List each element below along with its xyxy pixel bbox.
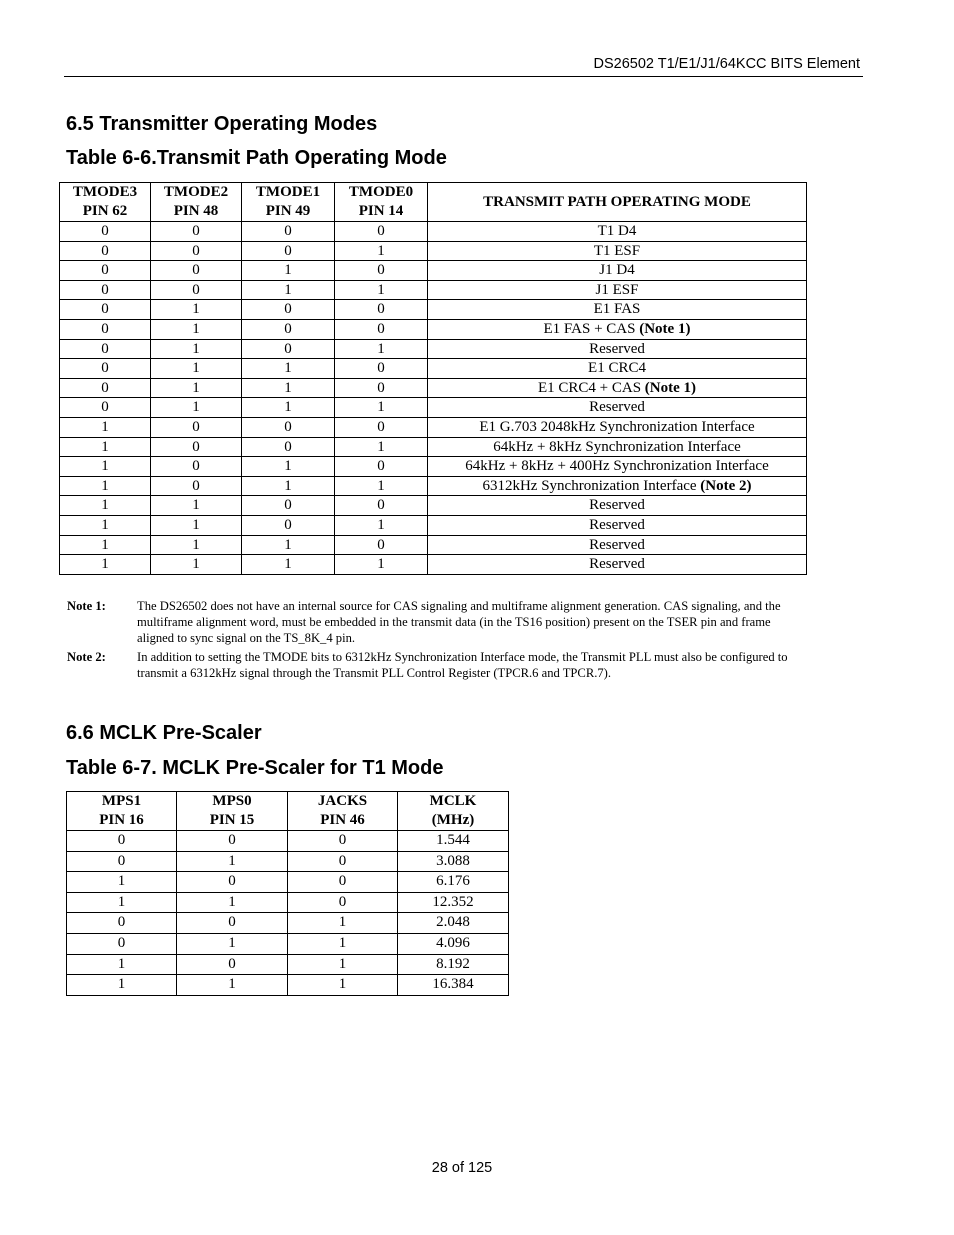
table-row (60, 339, 807, 359)
bit-cell: 1 (242, 535, 335, 555)
bit-cell: 1 (177, 892, 288, 913)
bit-cell: 0 (151, 437, 242, 457)
bit-cell: 0 (151, 417, 242, 437)
column-header-mps0: MPS0 PIN 15 (177, 792, 288, 831)
bit-cell: 0 (242, 300, 335, 320)
mclk-value-cell: 8.192 (398, 954, 509, 975)
bit-cell: 1 (335, 437, 428, 457)
mclk-value-cell: 16.384 (398, 975, 509, 996)
bit-cell: 1 (242, 555, 335, 575)
bit-cell: 0 (335, 300, 428, 320)
mode-cell (428, 437, 807, 457)
bit-cell: 1 (335, 555, 428, 575)
bit-cell: 1 (60, 457, 151, 477)
bit-cell: 0 (242, 417, 335, 437)
bit-cell: 1 (67, 872, 177, 893)
mode-text: J1 ESF (595, 281, 639, 298)
column-header-mclk: MCLK (MHz) (398, 792, 509, 831)
mode-text: Reserved (589, 340, 645, 357)
mclk-value-cell: 12.352 (398, 892, 509, 913)
mode-cell (428, 300, 807, 320)
bit-cell: 0 (335, 261, 428, 281)
table-row (67, 913, 509, 934)
bit-cell: 1 (151, 378, 242, 398)
table-row (67, 831, 509, 852)
bit-cell: 1 (67, 954, 177, 975)
note-reference: (Note 1) (639, 321, 691, 338)
bit-cell: 1 (242, 457, 335, 477)
bit-cell: 0 (242, 515, 335, 535)
mode-cell (428, 398, 807, 418)
bit-cell: 0 (335, 222, 428, 242)
bit-cell: 1 (151, 359, 242, 379)
column-header-tmode1: TMODE1 PIN 49 (242, 183, 335, 222)
table-row (60, 496, 807, 516)
bit-cell: 1 (177, 975, 288, 996)
mode-text: Reserved (589, 536, 645, 553)
mode-text: Reserved (589, 556, 645, 573)
mode-text: Reserved (589, 516, 645, 533)
bit-cell: 0 (60, 378, 151, 398)
column-header-mps1: MPS1 PIN 16 (67, 792, 177, 831)
note-2 (67, 649, 797, 681)
mode-cell (428, 378, 807, 398)
mode-text: E1 FAS (593, 301, 641, 318)
note-label: Note 1: (67, 599, 106, 613)
bit-cell: 0 (151, 241, 242, 261)
bit-cell: 1 (67, 975, 177, 996)
bit-cell: 1 (242, 378, 335, 398)
table-notes (67, 598, 797, 684)
bit-cell: 0 (151, 457, 242, 477)
bit-cell: 1 (151, 555, 242, 575)
column-header-tmode3: TMODE3 PIN 62 (60, 183, 151, 222)
bit-cell: 1 (335, 241, 428, 261)
page-number: 28 of 125 (431, 1160, 493, 1176)
mode-cell (428, 457, 807, 477)
bit-cell: 1 (151, 339, 242, 359)
bit-cell: 1 (242, 398, 335, 418)
bit-cell: 0 (177, 954, 288, 975)
table-header-row (67, 792, 509, 831)
bit-cell: 0 (151, 476, 242, 496)
column-header-jacks: JACKS PIN 46 (288, 792, 398, 831)
mode-text: J1 D4 (599, 262, 635, 279)
mode-cell (428, 261, 807, 281)
table-row (60, 222, 807, 242)
table-row (60, 378, 807, 398)
bit-cell: 1 (60, 417, 151, 437)
bit-cell: 0 (151, 222, 242, 242)
bit-cell: 0 (335, 417, 428, 437)
bit-cell: 0 (60, 319, 151, 339)
mode-cell (428, 555, 807, 575)
header-divider (64, 76, 863, 77)
bit-cell: 0 (335, 359, 428, 379)
bit-cell: 1 (242, 476, 335, 496)
bit-cell: 1 (335, 515, 428, 535)
section-heading-6-6: 6.6 MCLK Pre-Scaler (66, 722, 262, 744)
table-row (60, 319, 807, 339)
bit-cell: 1 (177, 851, 288, 872)
table-row (60, 261, 807, 281)
mode-text: Reserved (589, 497, 645, 514)
bit-cell: 0 (60, 359, 151, 379)
mode-cell (428, 339, 807, 359)
bit-cell: 1 (335, 398, 428, 418)
table-row (60, 555, 807, 575)
bit-cell: 1 (151, 535, 242, 555)
table-row (60, 535, 807, 555)
mclk-value-cell: 3.088 (398, 851, 509, 872)
table-row (67, 933, 509, 954)
column-header-tmode2: TMODE2 PIN 48 (151, 183, 242, 222)
bit-cell: 1 (67, 892, 177, 913)
mode-cell (428, 359, 807, 379)
mode-cell (428, 476, 807, 496)
bit-cell: 0 (242, 496, 335, 516)
table-row (67, 872, 509, 893)
bit-cell: 1 (288, 913, 398, 934)
bit-cell: 1 (151, 300, 242, 320)
table-row (60, 359, 807, 379)
bit-cell: 1 (335, 476, 428, 496)
table-row (60, 515, 807, 535)
mode-text: 64kHz + 8kHz + 400Hz Synchronization Interface (465, 458, 769, 475)
table-row (60, 398, 807, 418)
bit-cell: 0 (242, 437, 335, 457)
bit-cell: 1 (60, 476, 151, 496)
mode-cell (428, 222, 807, 242)
bit-cell: 0 (151, 261, 242, 281)
bit-cell: 0 (60, 241, 151, 261)
bit-cell: 1 (60, 555, 151, 575)
bit-cell: 1 (288, 933, 398, 954)
mode-text: E1 CRC4 (588, 360, 646, 377)
bit-cell: 0 (67, 913, 177, 934)
table-row (60, 476, 807, 496)
bit-cell: 0 (67, 831, 177, 852)
note-reference: (Note 2) (700, 477, 752, 494)
note-label: Note 2: (67, 650, 106, 664)
bit-cell: 1 (242, 359, 335, 379)
note-1 (67, 598, 797, 646)
table-row (67, 851, 509, 872)
bit-cell: 0 (335, 319, 428, 339)
transmit-path-operating-mode-table (59, 182, 807, 575)
table-header-row (60, 183, 807, 222)
bit-cell: 0 (67, 933, 177, 954)
bit-cell: 1 (242, 261, 335, 281)
bit-cell: 0 (335, 535, 428, 555)
bit-cell: 1 (242, 280, 335, 300)
bit-cell: 0 (335, 457, 428, 477)
mode-cell (428, 241, 807, 261)
bit-cell: 0 (177, 831, 288, 852)
bit-cell: 0 (177, 872, 288, 893)
bit-cell: 0 (288, 892, 398, 913)
bit-cell: 0 (288, 831, 398, 852)
bit-cell: 1 (288, 954, 398, 975)
bit-cell: 0 (60, 261, 151, 281)
bit-cell: 1 (60, 515, 151, 535)
bit-cell: 1 (60, 496, 151, 516)
mode-text: 64kHz + 8kHz Synchronization Interface (493, 438, 741, 455)
mode-text: E1 FAS + CAS (543, 321, 640, 338)
table-row (67, 975, 509, 996)
note-text: The DS26502 does not have an internal source for CAS signaling and multiframe alignment generation. CAS signaling, and the multiframe alignment word, must be embedded in the transmit data (in the TS16 position) present on the TSER pin and frame aligned to sync signal on the TS_8K_4 pin. (137, 599, 781, 645)
mode-text: E1 CRC4 + CAS (537, 379, 645, 396)
bit-cell: 1 (60, 535, 151, 555)
mode-text: Reserved (589, 399, 645, 416)
bit-cell: 0 (60, 280, 151, 300)
bit-cell: 0 (242, 319, 335, 339)
bit-cell: 1 (288, 975, 398, 996)
mode-cell (428, 535, 807, 555)
bit-cell: 1 (335, 339, 428, 359)
bit-cell: 1 (60, 437, 151, 457)
table-row (60, 437, 807, 457)
table-6-7-caption: Table 6-7. MCLK Pre-Scaler for T1 Mode (66, 757, 444, 779)
bit-cell: 1 (151, 496, 242, 516)
column-header-tmode0: TMODE0 PIN 14 (335, 183, 428, 222)
mode-cell (428, 280, 807, 300)
mode-text: 6312kHz Synchronization Interface (482, 477, 701, 494)
bit-cell: 0 (335, 378, 428, 398)
bit-cell: 0 (60, 222, 151, 242)
table-6-6-caption: Table 6-6.Transmit Path Operating Mode (66, 147, 447, 169)
mode-text: E1 G.703 2048kHz Synchronization Interface (479, 418, 755, 435)
mclk-value-cell: 4.096 (398, 933, 509, 954)
table-row (60, 417, 807, 437)
bit-cell: 1 (151, 515, 242, 535)
bit-cell: 0 (60, 398, 151, 418)
bit-cell: 0 (151, 280, 242, 300)
mode-text: T1 ESF (593, 242, 641, 259)
bit-cell: 0 (242, 339, 335, 359)
table-row (67, 954, 509, 975)
column-header-operating-mode: TRANSMIT PATH OPERATING MODE (428, 183, 807, 222)
bit-cell: 1 (177, 933, 288, 954)
bit-cell: 0 (242, 241, 335, 261)
bit-cell: 0 (335, 496, 428, 516)
bit-cell: 0 (67, 851, 177, 872)
mode-cell (428, 417, 807, 437)
mclk-value-cell: 6.176 (398, 872, 509, 893)
bit-cell: 0 (242, 222, 335, 242)
table-row (60, 241, 807, 261)
table-row (60, 457, 807, 477)
bit-cell: 0 (60, 339, 151, 359)
mclk-value-cell: 1.544 (398, 831, 509, 852)
mclk-prescaler-table (66, 791, 509, 996)
table-row (60, 280, 807, 300)
table-row (67, 892, 509, 913)
mode-text: T1 D4 (597, 223, 637, 240)
section-heading-6-5: 6.5 Transmitter Operating Modes (66, 113, 378, 135)
table-row (60, 300, 807, 320)
bit-cell: 1 (335, 280, 428, 300)
mclk-value-cell: 2.048 (398, 913, 509, 934)
bit-cell: 1 (151, 398, 242, 418)
mode-cell (428, 319, 807, 339)
document-header-title: DS26502 T1/E1/J1/64KCC BITS Element (593, 56, 860, 72)
mode-cell (428, 496, 807, 516)
bit-cell: 0 (288, 872, 398, 893)
bit-cell: 0 (60, 300, 151, 320)
bit-cell: 0 (288, 851, 398, 872)
bit-cell: 0 (177, 913, 288, 934)
mode-cell (428, 515, 807, 535)
note-text: In addition to setting the TMODE bits to 6312kHz Synchronization Interface mode, the Transmit PLL must also be configured to transmit a 6312kHz signal through the Transmit PLL Control Register (TPCR.6 and TPCR.7). (137, 650, 788, 680)
bit-cell: 1 (151, 319, 242, 339)
note-reference: (Note 1) (644, 379, 697, 396)
